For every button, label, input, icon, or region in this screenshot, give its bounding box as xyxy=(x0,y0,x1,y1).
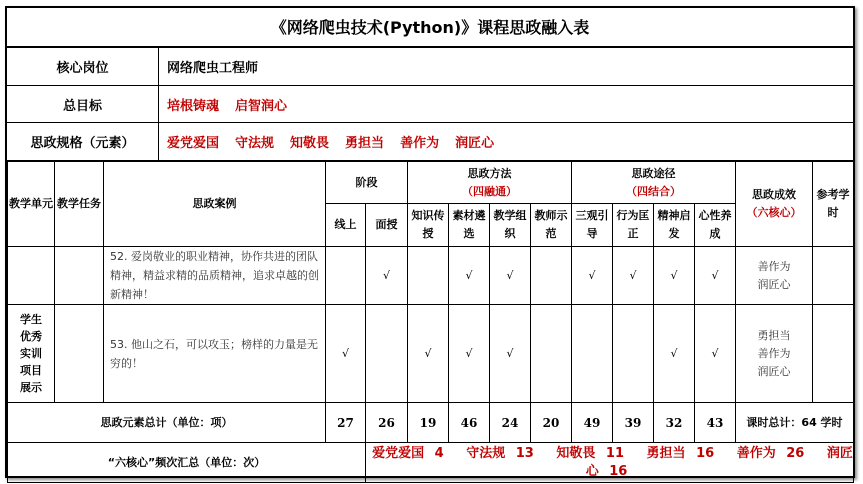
table-row xyxy=(8,247,854,305)
norms-label: 思政规格（元素） xyxy=(7,123,159,160)
method-header xyxy=(408,162,572,204)
method-header-title: 思政方法 xyxy=(467,166,512,180)
unit-name-cell: 学生优秀实训项目展示 xyxy=(8,305,55,403)
norm-item: 爱党爱国 xyxy=(167,136,220,151)
total-value: 32 xyxy=(654,403,695,443)
case-cell: 52. 爱岗敬业的职业精神，协作共进的团队精神，精益求精的品质精神，追求卓越的创新精神！ xyxy=(104,247,326,305)
path-col-header: 心性养成 xyxy=(695,204,736,247)
check-cell xyxy=(408,247,449,305)
total-value: 19 xyxy=(408,403,449,443)
core-post-label: 核心岗位 xyxy=(7,48,159,85)
norm-item: 润匠心 xyxy=(455,136,495,151)
norms-values xyxy=(167,123,510,160)
norm-item: 知敬畏 xyxy=(290,136,330,151)
core-post-value: 网络爬虫工程师 xyxy=(167,61,259,76)
task-cell-empty xyxy=(55,305,104,403)
stage-header: 阶段 xyxy=(326,162,408,204)
effect-item: 善作为 xyxy=(757,346,791,360)
curriculum-table-sheet xyxy=(5,6,855,478)
effect-cell xyxy=(736,305,813,403)
check-cell: √ xyxy=(490,247,531,305)
path-col-header: 三观引导 xyxy=(572,204,613,247)
effect-item: 善作为 xyxy=(757,259,791,273)
check-cell: √ xyxy=(613,247,654,305)
goal-row xyxy=(7,86,853,123)
check-cell xyxy=(326,247,366,305)
path-col-header: 精神启发 xyxy=(654,204,695,247)
goal-label: 总目标 xyxy=(7,86,159,122)
table-row xyxy=(8,305,854,403)
check-cell: √ xyxy=(695,247,736,305)
norm-item: 善作为 xyxy=(400,136,440,151)
core-post-row xyxy=(7,48,853,86)
norms-row xyxy=(7,123,853,161)
effect-header-title: 思政成效 xyxy=(752,188,796,201)
method-col-header: 教师示范 xyxy=(531,204,572,247)
task-cell-empty xyxy=(55,247,104,305)
path-header-sub: （四结合） xyxy=(626,184,681,198)
check-cell: √ xyxy=(449,247,490,305)
core-summary-item: 勇担当 16 xyxy=(646,445,715,461)
check-cell xyxy=(572,305,613,403)
check-cell xyxy=(531,247,572,305)
total-value: 26 xyxy=(366,403,408,443)
hours-cell-empty xyxy=(813,305,854,403)
total-value: 43 xyxy=(695,403,736,443)
case-header: 思政案例 xyxy=(104,162,326,247)
core-summary-item: 善作为 26 xyxy=(736,445,805,461)
goal-item: 启智润心 xyxy=(235,98,288,114)
total-value: 46 xyxy=(449,403,490,443)
check-cell: √ xyxy=(366,247,408,305)
course-grid xyxy=(7,161,854,483)
check-cell xyxy=(613,305,654,403)
goal-item: 培根铸魂 xyxy=(167,98,220,114)
page-title: 《网络爬虫技术(Python)》课程思政融入表 xyxy=(7,8,853,48)
core-summary-item: 爱党爱国 4 xyxy=(372,445,444,461)
core-summary-label: “六核心”频次汇总（单位：次） xyxy=(8,443,366,483)
hours-cell-empty xyxy=(813,247,854,305)
check-cell: √ xyxy=(695,305,736,403)
check-cell: √ xyxy=(408,305,449,403)
total-value: 24 xyxy=(490,403,531,443)
total-value: 20 xyxy=(531,403,572,443)
total-value: 49 xyxy=(572,403,613,443)
core-summary-item: 润匠心 16 xyxy=(585,445,853,479)
unit-header: 教学单元 xyxy=(8,162,55,247)
check-cell: √ xyxy=(449,305,490,403)
method-col-header: 知识传授 xyxy=(408,204,449,247)
check-cell: √ xyxy=(490,305,531,403)
header-row-1 xyxy=(8,162,854,204)
check-cell: √ xyxy=(326,305,366,403)
case-cell: 53. 他山之石，可以攻玉；榜样的力量是无穷的！ xyxy=(104,305,326,403)
hours-total: 课时总计：64 学时 xyxy=(736,403,854,443)
core-summary-row xyxy=(8,443,854,483)
check-cell: √ xyxy=(572,247,613,305)
effect-item: 润匠心 xyxy=(757,364,791,378)
effect-item: 勇担当 xyxy=(757,328,791,342)
effect-item: 润匠心 xyxy=(757,277,791,291)
norm-item: 守法规 xyxy=(235,136,275,151)
total-value: 27 xyxy=(326,403,366,443)
method-col-header: 素材遴选 xyxy=(449,204,490,247)
core-summary-item: 知敬畏 11 xyxy=(556,445,625,461)
hours-header: 参考学时 xyxy=(813,162,854,247)
check-cell xyxy=(366,305,408,403)
goal-values xyxy=(167,86,303,122)
effect-header-sub: （六核心） xyxy=(746,206,802,219)
task-header: 教学任务 xyxy=(55,162,104,247)
path-header xyxy=(572,162,736,204)
norm-item: 勇担当 xyxy=(345,136,385,151)
check-cell: √ xyxy=(654,247,695,305)
method-col-header: 教学组织 xyxy=(490,204,531,247)
core-summary-values xyxy=(366,443,854,483)
offline-header: 面授 xyxy=(366,204,408,247)
unit-cell-empty xyxy=(8,247,55,305)
totals-label: 思政元素总计（单位：项） xyxy=(8,403,326,443)
effect-cell xyxy=(736,247,813,305)
check-cell xyxy=(531,305,572,403)
effect-header xyxy=(736,162,813,247)
path-header-title: 思政途径 xyxy=(631,166,676,180)
method-header-sub: （四融通） xyxy=(462,184,517,198)
totals-row xyxy=(8,403,854,443)
check-cell: √ xyxy=(654,305,695,403)
core-summary-item: 守法规 13 xyxy=(466,445,534,461)
total-value: 39 xyxy=(613,403,654,443)
path-col-header: 行为匡正 xyxy=(613,204,654,247)
online-header: 线上 xyxy=(326,204,366,247)
